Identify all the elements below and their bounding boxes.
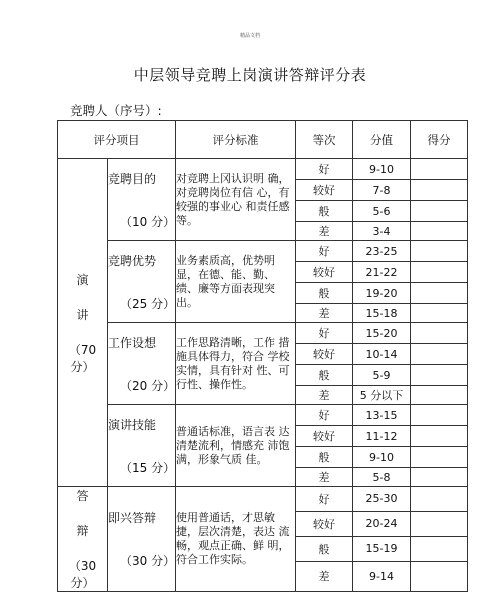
item-points: （10 分） — [120, 214, 176, 229]
score-cell: 5-8 — [353, 468, 411, 487]
level-cell: 好 — [296, 405, 353, 426]
header-got: 得分 — [411, 121, 468, 159]
level-cell: 般 — [296, 283, 353, 304]
got-score-cell[interactable] — [411, 241, 468, 262]
got-score-cell[interactable] — [411, 426, 468, 447]
level-cell: 般 — [296, 201, 353, 222]
item-cell — [108, 159, 176, 241]
item-name: 竞聘优势 — [108, 253, 157, 268]
criteria-cell: 对竞聘上冈认识明 确，对竞聘岗位有信 心，有较强的事业心 和责任感等。 — [176, 159, 296, 241]
score-cell: 15-19 — [353, 536, 411, 561]
level-cell: 般 — [296, 536, 353, 561]
got-score-cell[interactable] — [411, 468, 468, 487]
header-item: 评分项目 — [58, 121, 176, 159]
score-cell: 7-8 — [353, 180, 411, 201]
header-score: 分值 — [353, 121, 411, 159]
level-cell: 好 — [296, 241, 353, 262]
category-char1: 演 — [76, 272, 89, 287]
level-cell: 较好 — [296, 180, 353, 201]
score-cell: 10-14 — [353, 344, 411, 365]
score-cell: 9-14 — [353, 561, 411, 591]
level-cell: 差 — [296, 222, 353, 241]
level-cell: 般 — [296, 447, 353, 468]
level-cell: 较好 — [296, 262, 353, 283]
got-score-cell[interactable] — [411, 386, 468, 405]
criteria-cell: 业务素质高，优势明显，在德、能、勤、绩、廉等方面表现突 出。 — [176, 241, 296, 323]
got-score-cell[interactable] — [411, 405, 468, 426]
level-cell: 好 — [296, 159, 353, 180]
item-name: 即兴答辩 — [108, 511, 157, 525]
header-note: 精品文档 — [239, 33, 260, 39]
score-cell: 9-10 — [353, 447, 411, 468]
item-name: 演讲技能 — [108, 417, 157, 432]
category-speech — [58, 159, 108, 487]
level-cell: 较好 — [296, 426, 353, 447]
score-cell: 13-15 — [353, 405, 411, 426]
criteria-cell: 使用普通话，才思敏捷，层次清楚，表达 流畅，观点正确、鲜 明，符合工作实际。 — [176, 487, 296, 592]
got-score-cell[interactable] — [411, 447, 468, 468]
got-score-cell[interactable] — [411, 487, 468, 512]
header-level: 等次 — [296, 121, 353, 159]
item-cell — [108, 241, 176, 323]
item-name: 工作设想 — [108, 335, 157, 350]
level-cell: 般 — [296, 365, 353, 386]
score-cell: 19-20 — [353, 283, 411, 304]
item-cell — [108, 405, 176, 487]
level-cell: 好 — [296, 487, 353, 512]
criteria-cell: 工作思路清晰，工作 措施具体得力，符合 学校实情，具有针对 性、可行性、操作性。 — [176, 323, 296, 405]
category-qa — [58, 487, 108, 592]
got-score-cell[interactable] — [411, 536, 468, 561]
category-char2: 辩 — [76, 524, 89, 538]
score-cell: 3-4 — [353, 222, 411, 241]
got-score-cell[interactable] — [411, 262, 468, 283]
item-points: （30 分） — [120, 554, 176, 568]
level-cell: 差 — [296, 386, 353, 405]
item-points: （15 分） — [120, 460, 176, 475]
table-row — [58, 241, 468, 262]
got-score-cell[interactable] — [411, 344, 468, 365]
item-name: 竞聘目的 — [108, 171, 157, 186]
criteria-cell: 普通话标准，语言表 达清楚流利，情感充 沛饱满，形象气质 佳。 — [176, 405, 296, 487]
got-score-cell[interactable] — [411, 180, 468, 201]
score-cell: 23-25 — [353, 241, 411, 262]
score-cell: 9-10 — [353, 159, 411, 180]
got-score-cell[interactable] — [411, 304, 468, 323]
table-row — [58, 323, 468, 344]
got-score-cell[interactable] — [411, 511, 468, 536]
score-table — [57, 120, 468, 592]
got-score-cell[interactable] — [411, 222, 468, 241]
category-char2: 讲 — [76, 307, 89, 322]
score-cell: 11-12 — [353, 426, 411, 447]
score-cell: 5-6 — [353, 201, 411, 222]
item-points: （20 分） — [120, 378, 176, 393]
got-score-cell[interactable] — [411, 159, 468, 180]
item-points: （25 分） — [120, 296, 176, 311]
category-char1: 答 — [76, 489, 89, 503]
category-points: （70 分） — [68, 342, 97, 374]
level-cell: 差 — [296, 304, 353, 323]
header-criteria: 评分标准 — [176, 121, 296, 159]
table-body — [58, 159, 468, 592]
got-score-cell[interactable] — [411, 365, 468, 386]
score-cell: 15-20 — [353, 323, 411, 344]
item-cell — [108, 487, 176, 592]
table-header-row — [58, 121, 468, 159]
table-row — [58, 159, 468, 180]
score-cell: 21-22 — [353, 262, 411, 283]
got-score-cell[interactable] — [411, 323, 468, 344]
applicant-label: 竞聘人（序号）: — [70, 103, 162, 118]
score-cell: 15-18 — [353, 304, 411, 323]
level-cell: 较好 — [296, 511, 353, 536]
category-points: （30 分） — [68, 559, 97, 590]
level-cell: 差 — [296, 468, 353, 487]
level-cell: 较好 — [296, 344, 353, 365]
score-cell: 5-9 — [353, 365, 411, 386]
score-cell: 20-24 — [353, 511, 411, 536]
score-cell: 25-30 — [353, 487, 411, 512]
level-cell: 差 — [296, 561, 353, 591]
got-score-cell[interactable] — [411, 283, 468, 304]
page-title: 中层领导竞聘上岗演讲答辩评分表 — [133, 66, 367, 84]
item-cell — [108, 323, 176, 405]
table-row — [58, 487, 468, 512]
table-row — [58, 405, 468, 426]
score-cell: 5 分以下 — [353, 386, 411, 405]
level-cell: 好 — [296, 323, 353, 344]
got-score-cell[interactable] — [411, 201, 468, 222]
